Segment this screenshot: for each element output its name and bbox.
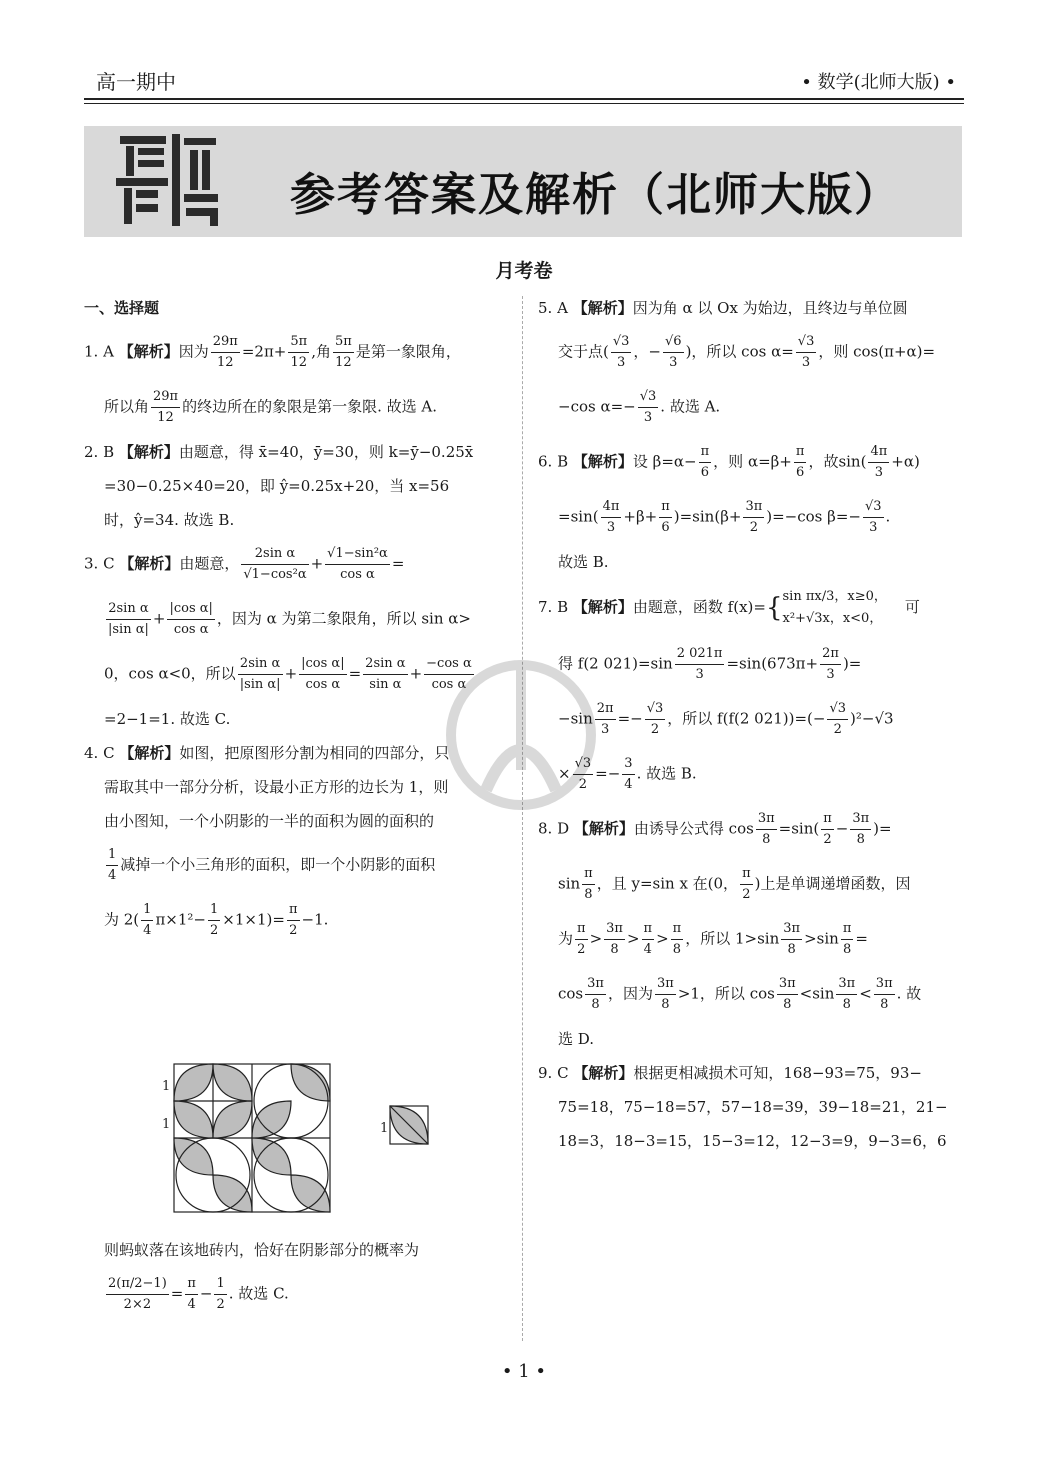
- fraction: [827, 699, 848, 740]
- answer-number: 8. D: [538, 819, 570, 838]
- numerator: π: [582, 864, 595, 885]
- numerator: π: [671, 919, 684, 940]
- right-column: [538, 298, 964, 1165]
- text: . 故选 A.: [660, 397, 721, 416]
- text: 由小图知，一个小阴影的一半的面积为圆的面积的: [104, 812, 435, 830]
- text: . 故选 C.: [228, 1284, 289, 1303]
- denominator: 2: [578, 777, 587, 792]
- header-rule: [84, 98, 964, 100]
- denominator: 8: [591, 997, 600, 1012]
- text: 因为角 α 以 Ox 为始边，且终边与单位圆: [632, 299, 908, 317]
- seal-logo: [106, 128, 228, 234]
- denominator: 2: [742, 887, 751, 902]
- denominator: 2×2: [123, 1297, 152, 1312]
- numerator: 1: [141, 900, 153, 921]
- numerator: π: [642, 919, 655, 940]
- numerator: 2sin α: [363, 654, 407, 675]
- text: 则蚂蚁落在该地砖内，恰好在阴影部分的概率为: [104, 1241, 420, 1259]
- text: )²−√3: [850, 709, 894, 728]
- denominator: 12: [290, 355, 308, 370]
- text: =2−1=1. 故选 C.: [104, 710, 231, 728]
- fraction: [585, 974, 606, 1015]
- numerator: 3π: [850, 809, 871, 830]
- fraction: [185, 1274, 198, 1315]
- text: 为: [558, 929, 574, 948]
- text: 如图，把原图形分割为相同的四部分，只: [179, 744, 450, 762]
- analysis-tag: 【解析】: [572, 452, 633, 471]
- fraction: [595, 699, 616, 740]
- fraction: [796, 332, 817, 373]
- fraction: [325, 544, 390, 585]
- numerator: 29π: [151, 387, 180, 408]
- text: 因为: [178, 342, 209, 361]
- numerator: π: [659, 497, 672, 518]
- fraction: [424, 654, 474, 695]
- fraction: [299, 654, 346, 695]
- text: 0，cos α<0，所以: [104, 664, 236, 683]
- denominator: cos α: [431, 677, 467, 692]
- fraction: [675, 644, 725, 685]
- text: −: [199, 1284, 213, 1303]
- denominator: 8: [787, 942, 796, 957]
- header-left-label: 高一期中: [96, 70, 176, 94]
- text: ×: [558, 764, 571, 783]
- numerator: π: [575, 919, 588, 940]
- fraction: [573, 754, 594, 795]
- text: =−: [595, 764, 621, 783]
- piecewise-case: x²+√3x，x<0，: [782, 611, 883, 626]
- text: 时，ŷ=34. 故选 B.: [104, 511, 235, 529]
- text: +α): [891, 452, 920, 471]
- denominator: 3: [643, 410, 653, 425]
- numerator: 3π: [874, 974, 895, 995]
- numerator: 4π: [601, 497, 622, 518]
- denominator: 8: [856, 832, 865, 847]
- answer-4: [84, 743, 512, 941]
- analysis-tag: 【解析】: [573, 1064, 634, 1082]
- denominator: 3: [601, 722, 610, 737]
- text: 75=18，75−18=57，57−18=39，39−18=21，21−: [558, 1098, 948, 1116]
- text: π×1²−: [155, 910, 207, 929]
- fraction: [151, 387, 180, 428]
- text: 18=3，18−3=15，15−3=12，12−3=9，9−3=6，6: [558, 1132, 947, 1150]
- fraction: [841, 919, 854, 960]
- answer-number: 1. A: [84, 342, 114, 361]
- text: 减掉一个小三角形的面积，即一个小阴影的面积: [120, 855, 436, 874]
- text: 由题意，: [179, 554, 240, 573]
- answer-2: [84, 442, 512, 530]
- numerator: 1: [214, 1274, 226, 1295]
- text: . 故选 B.: [636, 764, 697, 783]
- text: ，所以 f(f(2 021))=(−: [667, 709, 826, 728]
- analysis-tag: 【解析】: [572, 598, 633, 616]
- denominator: 12: [335, 355, 352, 370]
- text: )=: [873, 819, 892, 838]
- banner-title: 参考答案及解析（北师大版）: [290, 168, 902, 221]
- answer-8: 8. D 【解析】由诱导公式得 cos $\frac{3\pi}{8}$ =sin( $\frac{\pi}{2}$ − $\frac{3\pi}{8}$ )= sin $\frac{\pi}{8}$ ，且 y=sin x 在(0， $\frac{\pi}{2}$ )上是单调递增函数，因 为 $\frac{\pi}{2}$ > $\frac{3\pi}{8}$ > $\frac{\pi}{4}$ > $\frac{\pi}{8}$ ，所以 1>sin $\frac{3\pi}{8}$ >sin $\frac{\pi}{8}$ = cos $\frac{3\pi}{8}$ ，因为 $\frac{3\pi}{8}$ >1，所以 cos $\frac{3\pi}{8}$ <sin $\frac{3\pi}{8}$ < $\frac{3\pi}{8}$ . 故 选 D.: [538, 809, 964, 1049]
- numerator: 5π: [288, 332, 309, 353]
- numerator: √3: [645, 699, 666, 720]
- denominator: 2: [833, 722, 842, 737]
- answer-number: 7. B: [538, 598, 569, 616]
- fraction: [241, 544, 308, 585]
- text: ，且 y=sin x 在(0，: [596, 874, 739, 893]
- text: +β+: [623, 507, 658, 526]
- numerator: 4π: [868, 442, 889, 463]
- text: >1，所以 cos: [677, 984, 775, 1003]
- numerator: 3π: [756, 809, 777, 830]
- fraction: [836, 974, 857, 1015]
- denominator: 8: [661, 997, 670, 1012]
- numerator: |cos α|: [299, 654, 346, 675]
- numerator: π: [821, 809, 834, 830]
- text: 根据更相减损术可知，168−93=75，93−: [633, 1064, 922, 1082]
- denominator: 2: [216, 1297, 225, 1312]
- denominator: 3: [695, 667, 704, 682]
- fraction: [740, 864, 753, 905]
- text: =2π+: [241, 342, 287, 361]
- text: =sin(673π+: [726, 654, 819, 673]
- numerator: 2 021π: [675, 644, 725, 665]
- numerator: 3π: [777, 974, 798, 995]
- text: cos: [558, 984, 584, 1003]
- fraction: [781, 919, 802, 960]
- numerator: 3π: [604, 919, 625, 940]
- analysis-tag: 【解析】: [572, 299, 633, 317]
- fraction: [622, 754, 634, 795]
- fraction: [106, 1274, 169, 1315]
- numerator: 2(π/2−1): [106, 1274, 169, 1295]
- text: ，−: [633, 342, 661, 361]
- numerator: π: [185, 1274, 198, 1295]
- fraction: [821, 809, 834, 850]
- denominator: cos α: [305, 677, 341, 692]
- answer-number: 6. B: [538, 452, 569, 471]
- text: 故选 B.: [558, 553, 609, 571]
- fraction: [211, 332, 240, 373]
- fraction: [582, 864, 595, 905]
- fraction: [575, 919, 588, 960]
- denominator: 8: [672, 942, 682, 957]
- text: .: [885, 507, 891, 526]
- numerator: 1: [208, 900, 220, 921]
- text: ，则 cos(π+α)=: [818, 342, 936, 361]
- numerator: 2sin α: [241, 544, 308, 565]
- denominator: 12: [157, 410, 174, 425]
- section-heading: 一、选择题: [84, 299, 160, 317]
- fraction: [850, 809, 871, 850]
- denominator: 4: [624, 777, 633, 792]
- header-right-label: • 数学(北师大版) •: [801, 72, 956, 93]
- numerator: √3: [573, 754, 594, 775]
- fraction: [659, 497, 672, 538]
- answer-number: 5. A: [538, 299, 568, 317]
- numerator: 29π: [211, 332, 240, 353]
- denominator: 4: [108, 868, 117, 883]
- text: 所以角: [104, 397, 150, 416]
- text: 设 β=α−: [632, 452, 697, 471]
- denominator: 8: [783, 997, 792, 1012]
- denominator: 2: [650, 722, 660, 737]
- numerator: √3: [796, 332, 817, 353]
- text: )上是单调递增函数，因: [754, 874, 911, 893]
- text: =: [391, 554, 405, 573]
- denominator: √1−cos²α: [243, 567, 307, 582]
- numerator: √6: [663, 332, 684, 353]
- numerator: √1−sin²α: [325, 544, 390, 565]
- denominator: 6: [700, 465, 710, 480]
- answer-6: [538, 442, 964, 572]
- fraction: [287, 900, 300, 941]
- denominator: 8: [880, 997, 889, 1012]
- denominator: |sin α|: [108, 622, 149, 637]
- text: =−: [617, 709, 643, 728]
- text: ×1×1)=: [222, 910, 285, 929]
- denominator: 4: [143, 923, 152, 938]
- text: 可: [904, 598, 920, 616]
- denominator: cos α: [173, 622, 209, 637]
- text: 由诱导公式得 cos: [633, 819, 754, 838]
- fraction: [671, 919, 684, 960]
- fraction: [363, 654, 407, 695]
- fraction: [743, 497, 764, 538]
- denominator: 8: [584, 887, 593, 902]
- analysis-tag: 【解析】: [119, 744, 180, 762]
- denominator: 8: [762, 832, 771, 847]
- text: 得 f(2 021)=sin: [558, 654, 673, 673]
- text: ,角: [311, 342, 331, 361]
- denominator: 3: [669, 355, 678, 370]
- text: 的终边所在的象限是第一象限. 故选 A.: [182, 397, 438, 416]
- text: <: [859, 984, 872, 1003]
- numerator: 3π: [836, 974, 857, 995]
- fraction: [820, 644, 841, 685]
- numerator: 3π: [781, 919, 802, 940]
- text: 需取其中一部分分析，设最小正方形的边长为 1，则: [104, 778, 449, 796]
- text: . 故: [896, 984, 922, 1003]
- analysis-tag: 【解析】: [573, 819, 634, 838]
- answer-number: 9. C: [538, 1064, 569, 1082]
- numerator: 2π: [820, 644, 841, 665]
- fraction: [794, 442, 807, 483]
- tile-figure: [160, 1060, 490, 1220]
- fraction: [141, 900, 153, 941]
- numerator: 2π: [595, 699, 616, 720]
- numerator: √3: [863, 497, 884, 518]
- numerator: −cos α: [424, 654, 474, 675]
- text: sin: [558, 874, 581, 893]
- fraction: [604, 919, 625, 960]
- text: −1.: [301, 910, 329, 929]
- text: =sin(: [558, 507, 599, 526]
- piecewise-case: sin πx/3，x≥0，: [782, 589, 887, 604]
- denominator: |sin α|: [239, 677, 281, 692]
- numerator: 5π: [333, 332, 354, 353]
- header-rule-thin: [84, 103, 964, 104]
- fraction: [699, 442, 712, 483]
- text: 为 2(: [104, 910, 140, 929]
- fraction: [874, 974, 895, 1015]
- text: −sin: [558, 709, 593, 728]
- figure-label: 1: [162, 1117, 171, 1132]
- text: ，所以 1>sin: [685, 929, 780, 948]
- text: 选 D.: [558, 1030, 595, 1048]
- fraction: [645, 699, 666, 740]
- text: =: [855, 929, 868, 948]
- denominator: 2: [577, 942, 586, 957]
- fraction: [167, 599, 214, 640]
- numerator: 2sin α: [238, 654, 283, 675]
- fraction: [208, 900, 220, 941]
- denominator: 8: [842, 942, 852, 957]
- denominator: 3: [617, 355, 626, 370]
- text: ，则 α=β+: [713, 452, 792, 471]
- denominator: 4: [643, 942, 652, 957]
- denominator: cos α: [340, 567, 375, 582]
- denominator: 2: [289, 923, 298, 938]
- answer-number: 3. C: [84, 554, 115, 573]
- answer-7: 7. B 【解析】由题意，函数 f(x)={ sin πx/3，x≥0， x²+√3x，x<0， 可 得 f(2 021)=sin $\frac{2 021\pi}{3}$ =sin(673π+ $\frac{2\pi}{3}$ )= −sin $\frac{2\pi}{3}$ =− $\frac{√3}{2}$ ，所以 f(f(2 021))=(− $\frac{√3}{2}$ )²−√3 × $\frac{√3}{2}$ =− $\frac{3}{4}$ . 故选 B.: [538, 586, 964, 795]
- text: ，因为 α 为第二象限角，所以 sin α>: [216, 609, 471, 628]
- numerator: √3: [611, 332, 632, 353]
- text: ，故sin(: [808, 452, 867, 471]
- fraction: [106, 599, 151, 640]
- numerator: √3: [827, 699, 848, 720]
- text: )=: [842, 654, 862, 673]
- denominator: 3: [801, 355, 811, 370]
- text: =sin(: [778, 819, 820, 838]
- denominator: 3: [874, 465, 883, 480]
- fraction: [238, 654, 283, 695]
- numerator: 2sin α: [106, 599, 151, 620]
- text: 交于点(: [558, 342, 609, 361]
- text: =30−0.25×40=20，即 ŷ=0.25x+20，当 x=56: [104, 477, 450, 495]
- text: ，因为: [607, 984, 653, 1003]
- denominator: 2: [749, 520, 758, 535]
- denominator: 6: [796, 465, 805, 480]
- page-number: • 1 •: [501, 1361, 547, 1382]
- fraction: [642, 919, 655, 960]
- numerator: π: [841, 919, 854, 940]
- text: 是第一象限角，: [355, 342, 461, 361]
- numerator: π: [740, 864, 753, 885]
- fraction: [756, 809, 777, 850]
- analysis-tag: 【解析】: [119, 554, 180, 573]
- numerator: 3: [622, 754, 634, 775]
- numerator: 3π: [743, 497, 764, 518]
- answer-5: [538, 298, 964, 428]
- numerator: 3π: [585, 974, 606, 995]
- fraction: [214, 1274, 226, 1315]
- fraction: [333, 332, 354, 373]
- analysis-tag: 【解析】: [118, 342, 179, 361]
- numerator: π: [287, 900, 300, 921]
- figure-label: 1: [380, 1121, 389, 1136]
- denominator: 3: [826, 667, 835, 682]
- text: >sin: [804, 929, 839, 948]
- left-column: [84, 298, 512, 955]
- text: <sin: [799, 984, 835, 1003]
- numerator: √3: [638, 387, 659, 408]
- numerator: π: [699, 442, 712, 463]
- fraction: [611, 332, 632, 373]
- numerator: 3π: [655, 974, 676, 995]
- numerator: π: [794, 442, 807, 463]
- text: =: [170, 1284, 184, 1303]
- denominator: 8: [610, 942, 619, 957]
- answer-number: 2. B: [84, 443, 115, 461]
- text: )=sin(β+: [673, 507, 742, 526]
- text: )=−cos β=−: [766, 507, 861, 526]
- denominator: 2: [823, 832, 832, 847]
- text: )，所以 cos α=: [685, 342, 794, 361]
- figure-label: 1: [162, 1079, 171, 1094]
- fraction: [638, 387, 659, 428]
- answer-3: 3. C 【解析】由题意， $\frac{\text{2sin α}}{\text{√1−cos²α}}$ + $\frac{\text{√1−sin²α}}{\text{cos α}}$ = $\frac{\text{2sin α}}{\text{|sin α|}}$ + $\frac{\text{|cos α|}}{\text{cos α}}$ ，因为 α 为第二象限角，所以 sin α> 0，cos α<0，所以 $\frac{\text{2sin α}}{\text{|sin α|}}$ + $\frac{\text{|cos α|}}{\text{cos α}}$ = $\frac{\text{2sin α}}{\text{sin α}}$ + $\frac{\text{−cos α}}{\text{cos α}}$ =2−1=1. 故选 C.: [84, 544, 512, 729]
- answer-9: [538, 1063, 964, 1151]
- numerator: |cos α|: [167, 599, 214, 620]
- text: −: [835, 819, 849, 838]
- fraction: [663, 332, 684, 373]
- denominator: 12: [217, 355, 234, 370]
- fraction: [655, 974, 676, 1015]
- denominator: 4: [187, 1297, 196, 1312]
- fraction: [777, 974, 798, 1015]
- denominator: sin α: [369, 677, 402, 692]
- denominator: 6: [661, 520, 670, 535]
- answer-number: 4. C: [84, 744, 115, 762]
- numerator: 1: [106, 845, 118, 866]
- fraction: [601, 497, 622, 538]
- text: 由题意，函数 f(x)=: [632, 598, 766, 616]
- denominator: 8: [842, 997, 851, 1012]
- answer-1: [84, 332, 512, 428]
- fraction: [868, 442, 889, 483]
- denominator: 3: [869, 520, 878, 535]
- fraction: [863, 497, 884, 538]
- fraction: [288, 332, 309, 373]
- fraction: [106, 845, 118, 886]
- answer-4-continued: [84, 1226, 512, 1329]
- text: 由题意，得 x̄=40，ȳ=30，则 k=ȳ−0.25x̄: [178, 443, 474, 461]
- section-title: 月考卷: [495, 260, 553, 282]
- denominator: 2: [210, 923, 219, 938]
- text: −cos α=−: [558, 397, 636, 416]
- denominator: 3: [606, 520, 616, 535]
- analysis-tag: 【解析】: [118, 443, 179, 461]
